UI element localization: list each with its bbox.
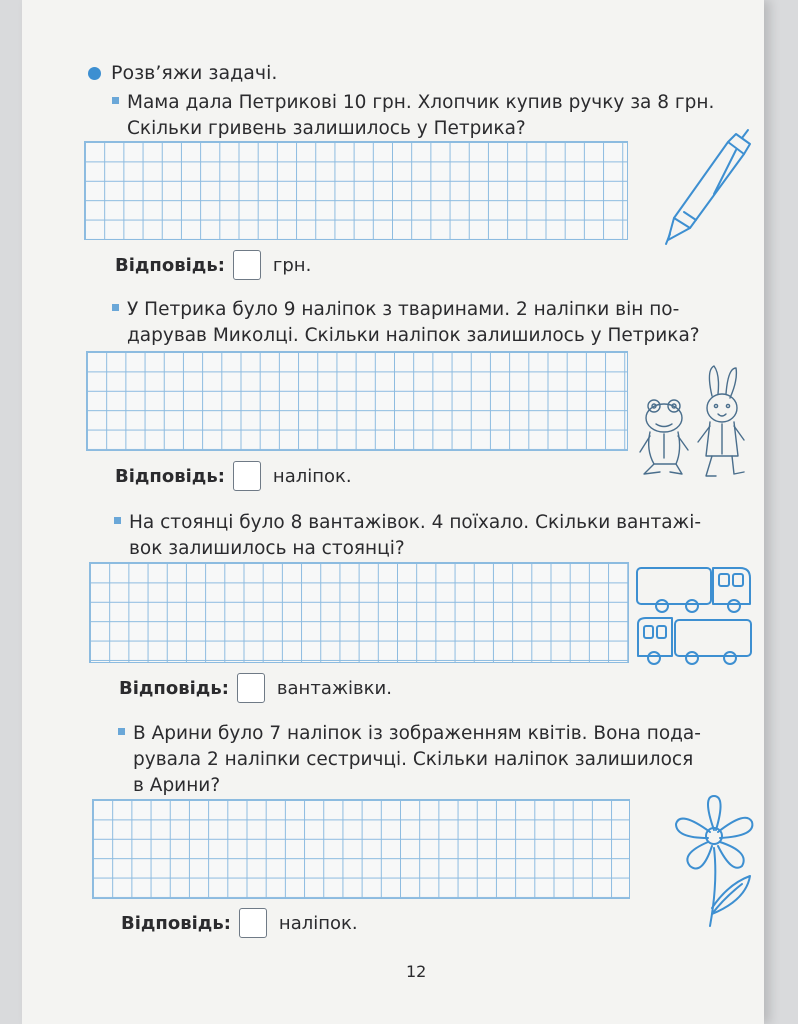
page-number: 12	[406, 962, 427, 981]
answer-unit-2: наліпок.	[272, 465, 352, 487]
answer-row-1	[115, 250, 311, 280]
answer-label: Відповідь:	[121, 912, 231, 934]
task-4	[118, 721, 758, 799]
answer-label: Відповідь:	[119, 677, 229, 699]
answer-label: Відповідь:	[115, 254, 225, 276]
circle-bullet-icon	[88, 67, 101, 80]
answer-box-3[interactable]	[237, 673, 265, 703]
flower-icon	[672, 792, 756, 930]
task-3-line-1: На стоянці було 8 вантажівок. 4 поїхало. Скільки вантажі-	[129, 512, 702, 533]
section-heading	[88, 62, 277, 84]
task-3-line-2: вок залишилось на стоянці?	[129, 538, 405, 559]
task-2-line-2: дарував Миколці. Скільки наліпок залишилось у Петрика?	[127, 325, 700, 346]
square-bullet-icon	[112, 304, 119, 311]
answer-unit-1: грн.	[272, 254, 312, 276]
answer-label: Відповідь:	[115, 465, 225, 487]
answer-box-2[interactable]	[233, 461, 261, 491]
answer-row-2	[115, 461, 352, 491]
square-bullet-icon	[114, 517, 121, 524]
heading-text: Розв’яжи задачі.	[111, 62, 278, 84]
task-1-line-2: Скільки гривень залишилось у Петрика?	[127, 118, 526, 139]
answer-row-4	[121, 908, 358, 938]
work-grid-4[interactable]	[92, 799, 630, 899]
task-4-line-2: рувала 2 наліпки сестричці. Скільки наліпок залишилося	[133, 749, 694, 770]
answer-box-1[interactable]	[233, 250, 261, 280]
pen-icon	[656, 128, 756, 250]
task-4-line-1: В Арини було 7 наліпок із зображенням квітів. Вона пода-	[133, 723, 701, 744]
square-bullet-icon	[118, 728, 125, 735]
task-1-line-1: Мама дала Петрикові 10 грн. Хлопчик купив ручку за 8 грн.	[127, 92, 715, 113]
answer-box-4[interactable]	[239, 908, 267, 938]
work-grid-1[interactable]	[84, 141, 628, 240]
answer-row-3	[119, 673, 392, 703]
task-2	[112, 297, 752, 349]
work-grid-3[interactable]	[89, 562, 629, 663]
square-bullet-icon	[112, 97, 119, 104]
frog-and-bunny-icon	[634, 360, 752, 484]
work-grid-2[interactable]	[86, 351, 628, 451]
trucks-icon	[634, 562, 754, 666]
answer-unit-3: вантажівки.	[276, 677, 392, 699]
task-3	[114, 510, 754, 562]
answer-unit-4: наліпок.	[278, 912, 358, 934]
task-2-line-1: У Петрика було 9 наліпок з тваринами. 2 наліпки він по-	[127, 299, 680, 320]
task-4-line-3: в Арини?	[133, 775, 221, 796]
